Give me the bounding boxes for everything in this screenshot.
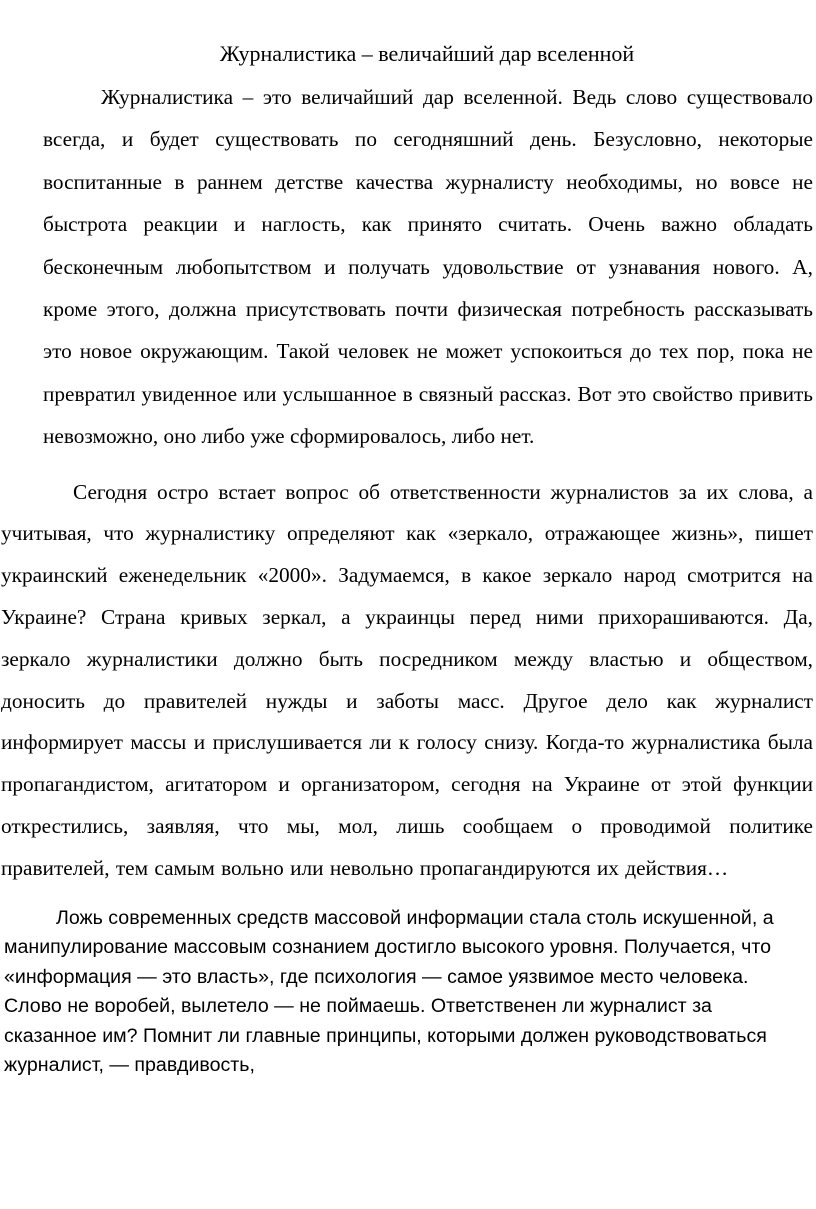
document-title: Журналистика – величайший дар вселенной bbox=[219, 41, 635, 66]
paragraph-media-lies: Ложь современных средств массовой информации стала столь искушенной, а манипулирование массовым сознанием достигло высокого уровня. Получается, что «информация — это власть», где психология — самое уязвимое место человека. Слово не воробей, вылетело — не поймаешь. Ответственен ли журналист за сказанное им? Помнит ли главные принципы, которыми должен руководствоваться журналист, — правдивость, bbox=[4, 906, 774, 1077]
paragraph-journalism-gift: Журналистика – это величайший дар вселенной. Ведь слово существовало всегда, и будет существовать по сегодняшний день. Безусловно, некоторые воспитанные в раннем детстве качества журналисту необходимы, но вовсе не быстрота реакции и наглость, как принято считать. Очень важно обладать бесконечным любопытством и получать удовольствие от узнавания нового. А, кроме этого, должна присутствовать почти физическая потребность рассказывать это новое окружающим. Такой человек не может успокоиться до тех пор, пока не превратил увиденное или услышанное в связный рассказ. Вот это свойство привить невозможно, оно либо уже сформировалось, либо нет. bbox=[43, 85, 813, 449]
paragraph-responsibility: Сегодня остро встает вопрос об ответственности журналистов за их слова, а учитывая, что журналистику определяют как «зеркало, отражающее жизнь», пишет украинский еженедельник «2000». Задумаемся, в какое зеркало народ смотрится на Украине? Страна кривых зеркал, а украинцы перед ними прихорашиваются. Да, зеркало журналистики должно быть посредником между властью и обществом, доносить до правителей нужды и заботы масс. Другое дело как журналист информирует массы и прислушивается ли к голосу снизу. Когда-то журналистика была пропагандистом, агитатором и организатором, сегодня на Украине от этой функции открестились, заявляя, что мы, мол, лишь сообщаем о проводимой политике правителей, тем самым вольно или невольно пропагандируются их действия… bbox=[1, 479, 813, 880]
